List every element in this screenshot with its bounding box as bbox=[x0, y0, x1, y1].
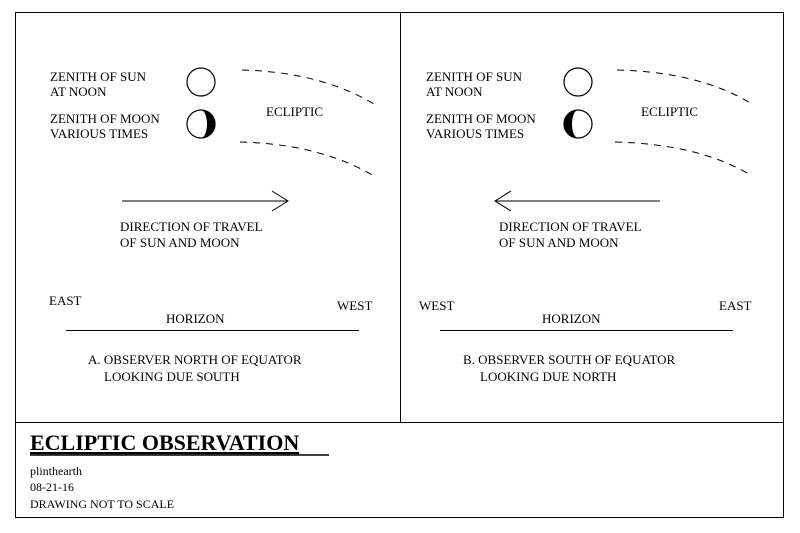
moon-label-a-line1: ZENITH OF MOON bbox=[50, 111, 160, 126]
sun-icon bbox=[564, 68, 592, 96]
sun-label-a-line2: AT NOON bbox=[50, 84, 107, 99]
date-label: 08-21-16 bbox=[30, 480, 74, 494]
caption-b-line2: LOOKING DUE NORTH bbox=[480, 369, 617, 384]
panel-b bbox=[419, 68, 752, 384]
direction-label-b-line1: DIRECTION OF TRAVEL bbox=[499, 219, 642, 234]
ecliptic-upper-line bbox=[242, 70, 374, 104]
title-block bbox=[30, 430, 329, 511]
direction-arrow-left bbox=[495, 191, 660, 211]
west-label-b: WEST bbox=[419, 298, 455, 313]
panel-a bbox=[49, 68, 374, 384]
caption-a-line2: LOOKING DUE SOUTH bbox=[104, 369, 240, 384]
moon-label-a-line2: VARIOUS TIMES bbox=[50, 126, 149, 141]
caption-b-line1: B. OBSERVER SOUTH OF EQUATOR bbox=[463, 352, 676, 367]
east-label-b: EAST bbox=[719, 298, 752, 313]
ecliptic-label-a: ECLIPTIC bbox=[266, 104, 324, 119]
east-label-a: EAST bbox=[49, 293, 82, 308]
west-label-a: WEST bbox=[337, 298, 373, 313]
author-label: plinthearth bbox=[30, 464, 82, 478]
horizon-label-a: HORIZON bbox=[166, 311, 225, 326]
sun-icon bbox=[187, 68, 215, 96]
sun-label-a-line1: ZENITH OF SUN bbox=[50, 69, 147, 84]
direction-arrow-right bbox=[122, 191, 288, 211]
moon-label-b-line2: VARIOUS TIMES bbox=[426, 126, 525, 141]
moon-icon bbox=[187, 110, 215, 138]
scale-note: DRAWING NOT TO SCALE bbox=[30, 497, 175, 511]
ecliptic-label-b: ECLIPTIC bbox=[641, 104, 699, 119]
ecliptic-lower-line bbox=[240, 142, 374, 176]
drawing-title: ECLIPTIC OBSERVATION bbox=[30, 430, 300, 455]
direction-label-a-line1: DIRECTION OF TRAVEL bbox=[120, 219, 263, 234]
ecliptic-lower-line bbox=[615, 142, 752, 176]
ecliptic-upper-line bbox=[617, 70, 752, 104]
moon-icon bbox=[564, 110, 592, 138]
sun-label-b-line2: AT NOON bbox=[426, 84, 483, 99]
direction-label-a-line2: OF SUN AND MOON bbox=[120, 235, 240, 250]
horizon-label-b: HORIZON bbox=[542, 311, 601, 326]
moon-label-b-line1: ZENITH OF MOON bbox=[426, 111, 536, 126]
caption-a-line1: A. OBSERVER NORTH OF EQUATOR bbox=[88, 352, 302, 367]
sun-label-b-line1: ZENITH OF SUN bbox=[426, 69, 523, 84]
direction-label-b-line2: OF SUN AND MOON bbox=[499, 235, 619, 250]
